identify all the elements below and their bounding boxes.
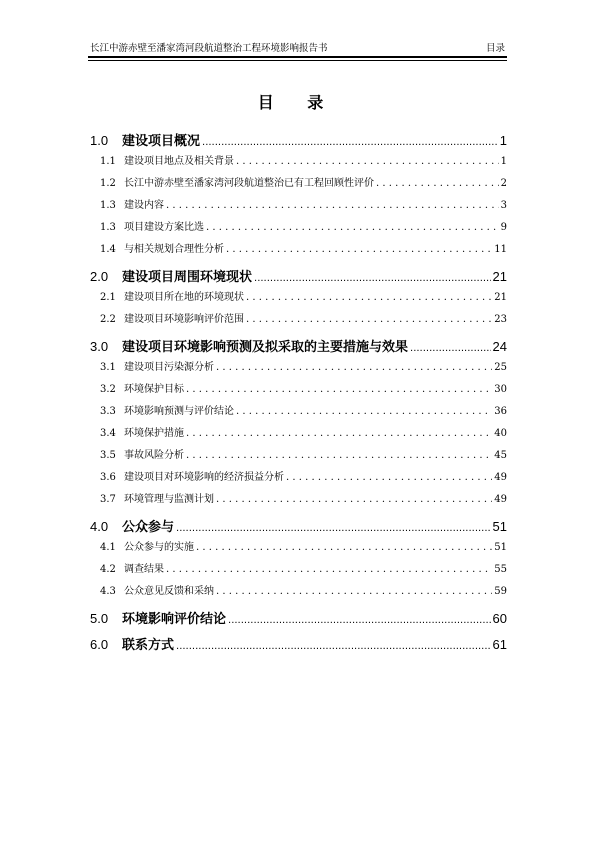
toc-title: 目 录 [257, 93, 338, 112]
toc-entry-page: 30 [494, 384, 507, 395]
toc-entry-section[interactable] [90, 608, 507, 630]
toc-leader-dots [286, 472, 492, 483]
toc-entry-label: 建设项目污染源分析 [124, 362, 214, 373]
toc-leader-dots [186, 450, 492, 461]
toc-entry-subsection[interactable] [90, 468, 507, 490]
toc-entry-page: 24 [492, 339, 507, 354]
toc-entry-label: 环境保护措施 [124, 428, 184, 439]
toc-entry-page: 51 [492, 519, 507, 534]
toc-leader-dots [176, 641, 491, 652]
toc-entry-section[interactable] [90, 516, 507, 538]
toc-entry-page: 25 [494, 362, 507, 373]
table-of-contents [90, 126, 507, 656]
toc-entry-subsection[interactable] [90, 560, 507, 582]
toc-entry-label: 与相关规划合理性分析 [124, 244, 224, 255]
toc-entry-page: 3 [500, 200, 507, 211]
toc-entry-label: 建设项目所在地的环境现状 [124, 292, 244, 303]
toc-entry-label: 环境影响预测与评价结论 [124, 406, 234, 417]
toc-leader-dots [246, 292, 492, 303]
toc-entry-subsection[interactable] [90, 446, 507, 468]
toc-entry-page: 1 [499, 133, 507, 148]
header-rule [88, 56, 507, 58]
toc-leader-dots [176, 523, 491, 534]
toc-entry-page: 36 [494, 406, 507, 417]
toc-entry-label: 环境影响评价结论 [122, 612, 227, 627]
toc-entry-section[interactable] [90, 130, 507, 152]
toc-entry-page: 21 [492, 269, 507, 284]
toc-entry-number: 3.7 [100, 494, 116, 505]
toc-entry-number: 2.1 [100, 292, 116, 303]
toc-entry-label: 建设项目周围环境现状 [122, 270, 253, 285]
toc-entry-section[interactable] [90, 266, 507, 288]
toc-entry-label: 建设项目环境影响预测及拟采取的主要措施与效果 [122, 340, 409, 355]
toc-entry-number: 4.0 [90, 519, 109, 534]
toc-entry-page: 60 [492, 611, 507, 626]
toc-entry-subsection[interactable] [90, 582, 507, 604]
toc-entry-label: 项目建设方案比选 [124, 222, 204, 233]
toc-entry-number: 1.0 [90, 133, 109, 148]
toc-entry-subsection[interactable] [90, 424, 507, 446]
toc-entry-page: 51 [494, 542, 507, 553]
toc-entry-label: 建设项目环境影响评价范围 [124, 314, 244, 325]
toc-entry-label: 调查结果 [124, 564, 164, 575]
header-rule-thin [88, 60, 507, 61]
toc-entry-number: 3.2 [100, 384, 116, 395]
toc-entry-page: 9 [500, 222, 507, 233]
toc-entry-number: 1.4 [100, 244, 116, 255]
toc-entry-number: 2.2 [100, 314, 116, 325]
toc-leader-dots [216, 586, 492, 597]
page-header [90, 40, 505, 54]
toc-entry-number: 3.0 [90, 339, 109, 354]
toc-entry-page: 23 [494, 314, 507, 325]
toc-entry-subsection[interactable] [90, 240, 507, 262]
toc-entry-page: 11 [494, 244, 507, 255]
toc-entry-page: 2 [500, 178, 507, 189]
toc-entry-number: 3.1 [100, 362, 116, 373]
toc-entry-label: 长江中游赤壁至潘家湾河段航道整治已有工程回顾性评价 [124, 178, 374, 189]
toc-leader-dots [228, 615, 491, 626]
toc-leader-dots [236, 406, 492, 417]
toc-entry-page: 49 [494, 472, 507, 483]
toc-entry-subsection[interactable] [90, 358, 507, 380]
toc-entry-subsection[interactable] [90, 538, 507, 560]
toc-entry-subsection[interactable] [90, 310, 507, 332]
toc-entry-number: 2.0 [90, 269, 109, 284]
toc-leader-dots [410, 343, 491, 354]
toc-leader-dots [186, 428, 492, 439]
toc-entry-subsection[interactable] [90, 152, 507, 174]
toc-leader-dots [196, 542, 492, 553]
toc-leader-dots [202, 137, 498, 148]
toc-leader-dots [216, 494, 492, 505]
toc-entry-label: 公众意见反馈和采纳 [124, 586, 214, 597]
toc-entry-number: 1.2 [100, 178, 116, 189]
toc-leader-dots [246, 314, 492, 325]
toc-entry-number: 4.2 [100, 564, 116, 575]
toc-entry-label: 公众参与 [122, 520, 175, 535]
toc-leader-dots [166, 200, 499, 211]
toc-entry-subsection[interactable] [90, 288, 507, 310]
toc-entry-number: 3.4 [100, 428, 116, 439]
toc-entry-page: 45 [494, 450, 507, 461]
toc-entry-subsection[interactable] [90, 402, 507, 424]
toc-leader-dots [226, 244, 492, 255]
toc-entry-subsection[interactable] [90, 218, 507, 240]
toc-leader-dots [206, 222, 499, 233]
header-title: 长江中游赤壁至潘家湾河段航道整治工程环境影响报告书 [90, 43, 328, 54]
toc-entry-subsection[interactable] [90, 490, 507, 512]
toc-entry-number: 1.1 [100, 156, 116, 167]
toc-entry-number: 1.3 [100, 200, 116, 211]
toc-entry-number: 5.0 [90, 611, 109, 626]
toc-entry-number: 3.5 [100, 450, 116, 461]
toc-entry-number: 1.3 [100, 222, 116, 233]
toc-entry-section[interactable] [90, 634, 507, 656]
toc-entry-section[interactable] [90, 336, 507, 358]
toc-entry-page: 55 [494, 564, 507, 575]
toc-entry-label: 环境管理与监测计划 [124, 494, 214, 505]
toc-entry-number: 3.6 [100, 472, 116, 483]
toc-entry-page: 1 [500, 156, 507, 167]
toc-leader-dots [236, 156, 499, 167]
toc-entry-label: 联系方式 [122, 638, 175, 653]
toc-entry-label: 建设项目地点及相关背景 [124, 156, 234, 167]
toc-entry-page: 40 [494, 428, 507, 439]
toc-entry-label: 公众参与的实施 [124, 542, 194, 553]
toc-entry-number: 4.3 [100, 586, 116, 597]
toc-leader-dots [216, 362, 492, 373]
toc-entry-number: 6.0 [90, 637, 109, 652]
toc-leader-dots [186, 384, 492, 395]
toc-entry-subsection[interactable] [90, 174, 507, 196]
toc-entry-subsection[interactable] [90, 196, 507, 218]
toc-entry-label: 建设内容 [124, 200, 164, 211]
toc-entry-page: 59 [494, 586, 507, 597]
toc-entry-page: 61 [492, 637, 507, 652]
toc-entry-number: 3.3 [100, 406, 116, 417]
toc-entry-subsection[interactable] [90, 380, 507, 402]
toc-entry-label: 建设项目对环境影响的经济损益分析 [124, 472, 284, 483]
header-section: 目录 [485, 43, 505, 54]
toc-entry-page: 49 [494, 494, 507, 505]
toc-entry-label: 建设项目概况 [122, 134, 201, 149]
toc-entry-label: 环境保护目标 [124, 384, 184, 395]
toc-entry-number: 4.1 [100, 542, 116, 553]
toc-leader-dots [376, 178, 499, 189]
toc-leader-dots [166, 564, 492, 575]
toc-leader-dots [254, 273, 491, 284]
toc-entry-label: 事故风险分析 [124, 450, 184, 461]
toc-entry-page: 21 [494, 292, 507, 303]
